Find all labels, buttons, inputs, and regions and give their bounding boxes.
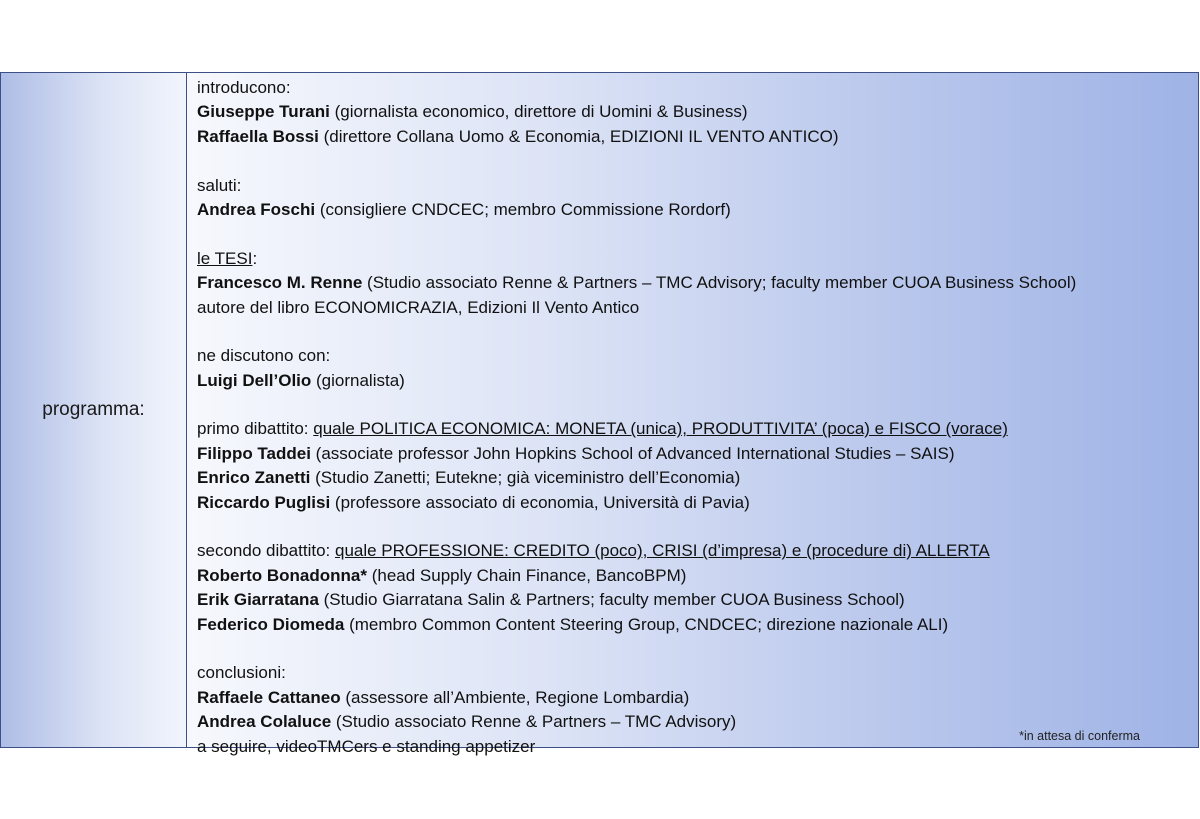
speaker-line <box>197 613 1198 637</box>
tesi-colon: : <box>252 248 258 268</box>
speaker-name: Francesco M. Renne <box>197 273 363 293</box>
speaker-role: (Studio associato Renne & Partners – TMC Advisory) <box>331 712 737 732</box>
speaker-role: (professore associato di economia, Università di Pavia) <box>330 492 750 512</box>
speaker-name: Andrea Foschi <box>197 199 316 219</box>
speaker-name: Filippo Taddei <box>197 443 311 463</box>
speaker-role: (Studio associato Renne & Partners – TMC Advisory; faculty member CUOA Business School) <box>362 273 1077 293</box>
closing-note: a seguire, videoTMCers e standing appetizer <box>197 736 536 756</box>
speaker-line <box>197 271 1198 295</box>
speaker-name: Erik Giarratana <box>197 590 319 610</box>
row-label-cell <box>1 73 187 747</box>
speaker-line <box>197 564 1198 588</box>
speaker-name: Riccardo Puglisi <box>197 492 331 512</box>
footnote: *in attesa di conferma <box>1019 729 1140 743</box>
speaker-role: (giornalista) <box>311 370 405 390</box>
speaker-line <box>197 198 1198 222</box>
speaker-role: (consigliere CNDCEC; membro Commissione Rordorf) <box>315 199 731 219</box>
speaker-line <box>197 466 1198 490</box>
speaker-name: Raffaele Cattaneo <box>197 687 341 707</box>
tesi-heading: le TESI <box>197 248 253 268</box>
debate-prefix: primo dibattito: <box>197 419 314 439</box>
speaker-name: Luigi Dell’Olio <box>197 370 312 390</box>
debate-topic: quale POLITICA ECONOMICA: MONETA (unica), PRODUTTIVITA’ (poca) e FISCO (vorace) <box>313 419 1008 439</box>
section-heading <box>197 247 1198 271</box>
debate-prefix: secondo dibattito: <box>197 541 335 561</box>
speaker-role: (Studio Giarratana Salin & Partners; faculty member CUOA Business School) <box>318 590 905 610</box>
speaker-role: (giornalista economico, direttore di Uomini & Business) <box>329 102 748 122</box>
program-table <box>0 72 1199 756</box>
program-content <box>187 73 1198 756</box>
speaker-name: Federico Diomeda <box>197 614 345 634</box>
speaker-name: Roberto Bonadonna* <box>197 565 367 585</box>
speaker-line <box>197 100 1198 124</box>
section-heading: ne discutono con: <box>197 346 331 366</box>
speaker-name: Giuseppe Turani <box>197 102 330 122</box>
speaker-line <box>197 686 1198 710</box>
speaker-line <box>197 588 1198 612</box>
debate-topic: quale PROFESSIONE: CREDITO (poco), CRISI (d’impresa) e (procedure di) ALLERTA <box>334 541 990 561</box>
debate-heading <box>197 539 1198 563</box>
section-heading: conclusioni: <box>197 663 286 683</box>
book-note: autore del libro ECONOMICRAZIA, Edizioni Il Vento Antico <box>197 297 640 317</box>
section-heading: saluti: <box>197 175 242 195</box>
speaker-role: (Studio Zanetti; Eutekne; già viceministro dell’Economia) <box>310 468 741 488</box>
row-label: programma: <box>42 399 145 420</box>
section-heading: introducono: <box>197 78 291 97</box>
debate-heading <box>197 417 1198 441</box>
speaker-name: Raffaella Bossi <box>197 126 319 146</box>
speaker-role: (direttore Collana Uomo & Economia, EDIZIONI IL VENTO ANTICO) <box>318 126 839 146</box>
speaker-line <box>197 491 1198 515</box>
speaker-role: (membro Common Content Steering Group, CNDCEC; direzione nazionale ALI) <box>344 614 949 634</box>
speaker-role: (associate professor John Hopkins School of Advanced International Studies – SAIS) <box>310 443 955 463</box>
speaker-line <box>197 125 1198 149</box>
speaker-line <box>197 369 1198 393</box>
speaker-line <box>197 442 1198 466</box>
speaker-role: (head Supply Chain Finance, BancoBPM) <box>367 565 687 585</box>
speaker-role: (assessore all’Ambiente, Regione Lombardia) <box>340 687 690 707</box>
speaker-name: Enrico Zanetti <box>197 468 311 488</box>
speaker-name: Andrea Colaluce <box>197 712 332 732</box>
